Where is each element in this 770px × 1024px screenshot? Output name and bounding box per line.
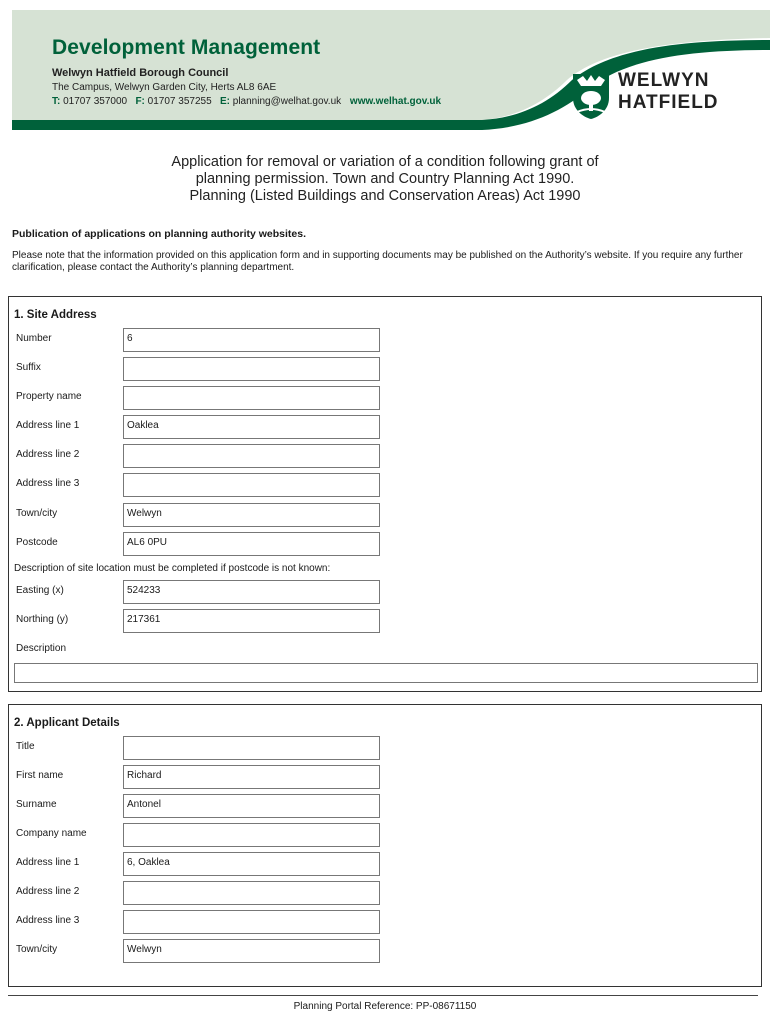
field-label: Address line 1 <box>16 857 80 868</box>
section-heading: 1. Site Address <box>14 309 97 321</box>
footer-divider <box>8 995 758 996</box>
field-label: Address line 2 <box>16 886 80 897</box>
address-line-2-field[interactable] <box>123 444 380 468</box>
welwyn-hatfield-logo <box>571 70 739 122</box>
first-name-field[interactable]: Richard <box>123 765 380 789</box>
town-city-field[interactable]: Welwyn <box>123 503 380 527</box>
field-label: Address line 3 <box>16 915 80 926</box>
logo-line-1: WELWYN <box>618 70 710 91</box>
section-heading: 2. Applicant Details <box>14 717 120 729</box>
document-title <box>0 154 770 205</box>
suffix-field[interactable] <box>123 357 380 381</box>
field-label: Town/city <box>16 944 58 955</box>
location-note: Description of site location must be completed if postcode is not known: <box>14 563 331 574</box>
field-label: Postcode <box>16 537 58 548</box>
tel-key: T: <box>52 96 61 107</box>
council-name: Welwyn Hatfield Borough Council <box>52 67 229 79</box>
field-label: Property name <box>16 391 82 402</box>
description-field[interactable] <box>14 663 758 683</box>
field-label: Suffix <box>16 362 41 373</box>
field-label: Title <box>16 741 35 752</box>
field-label: First name <box>16 770 64 781</box>
field-label: Northing (y) <box>16 614 69 625</box>
surname-field[interactable]: Antonel <box>123 794 380 818</box>
address-line-3-field[interactable] <box>123 910 380 934</box>
email-key: E: <box>219 96 230 107</box>
field-label: Address line 1 <box>16 420 80 431</box>
field-label: Description <box>16 643 67 654</box>
org-title: Development Management <box>52 36 321 59</box>
publication-heading: Publication of applications on planning authority websites. <box>12 228 307 240</box>
field-label: Address line 2 <box>16 449 80 460</box>
field-label: Company name <box>16 828 87 839</box>
website-link[interactable]: www.welhat.gov.uk <box>349 96 442 107</box>
contact-line <box>52 96 441 107</box>
site-address-section <box>8 296 762 692</box>
title-line-1: Application for removal or variation of a condition following grant of <box>171 154 599 170</box>
town-city-field[interactable]: Welwyn <box>123 939 380 963</box>
address-line-2-field[interactable] <box>123 881 380 905</box>
field-label: Number <box>16 333 52 344</box>
address-line-1-field[interactable]: Oaklea <box>123 415 380 439</box>
postcode-field[interactable]: AL6 0PU <box>123 532 380 556</box>
field-label: Surname <box>16 799 57 810</box>
title-field[interactable] <box>123 736 380 760</box>
northing-field[interactable]: 217361 <box>123 609 380 633</box>
email-address[interactable]: planning@welhat.gov.uk <box>232 96 342 107</box>
logo-line-2: HATFIELD <box>618 92 719 113</box>
fax-number: 01707 357255 <box>147 96 212 107</box>
logo-text <box>618 70 719 114</box>
easting-field[interactable]: 524233 <box>123 580 380 604</box>
shield-icon <box>571 72 611 120</box>
fax-key: F: <box>135 96 145 107</box>
field-label: Easting (x) <box>16 585 64 596</box>
tel-number: 01707 357000 <box>63 96 128 107</box>
portal-reference: Planning Portal Reference: PP-08671150 <box>293 1001 477 1012</box>
field-label: Address line 3 <box>16 478 80 489</box>
title-line-2: planning permission. Town and Country Planning Act 1990. <box>195 171 575 187</box>
applicant-details-section <box>8 704 762 987</box>
company-name-field[interactable] <box>123 823 380 847</box>
property-name-field[interactable] <box>123 386 380 410</box>
field-label: Town/city <box>16 508 58 519</box>
publication-notice: Please note that the information provided on this application form and in supporting documents may be published on the Authority’s website. If you require any further clarification, please contact the Authority’s planning department. <box>12 250 743 273</box>
title-line-3: Planning (Listed Buildings and Conservation Areas) Act 1990 <box>189 188 581 204</box>
address-line-1-field[interactable]: 6, Oaklea <box>123 852 380 876</box>
council-address: The Campus, Welwyn Garden City, Herts AL8 6AE <box>52 82 277 93</box>
number-field[interactable]: 6 <box>123 328 380 352</box>
address-line-3-field[interactable] <box>123 473 380 497</box>
